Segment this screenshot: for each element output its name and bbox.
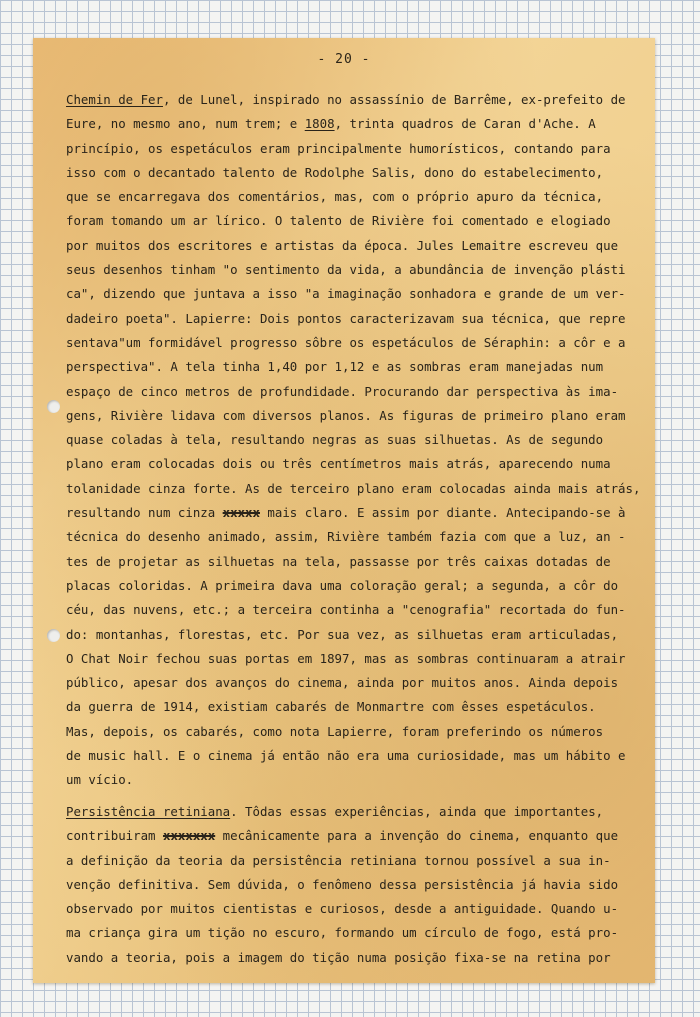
text-run: tolanidade cinza forte. As de terceiro plano eram colocadas ainda mais atrás,	[66, 480, 641, 496]
text-run: a definição da teoria da persistência retiniana tornou possível a sua in-	[66, 852, 611, 868]
text-line	[66, 307, 626, 331]
text-run: mais claro. E assim por diante. Antecipando-se à	[259, 505, 626, 521]
text-run: vando a teoria, pois a imagem do tição numa posição fixa-se na retina por	[66, 949, 611, 965]
text-line	[66, 137, 626, 161]
text-run: de music hall. E o cinema já então não era uma curiosidade, mas um hábito e	[66, 748, 626, 764]
text-run: sentava"um formidável progresso sôbre os espetáculos de Séraphin: a côr e a	[66, 334, 626, 350]
text-run: perspectiva". A tela tinha 1,40 por 1,12 e as sombras eram manejadas num	[66, 359, 604, 375]
text-line	[66, 671, 626, 695]
text-line	[66, 185, 626, 209]
text-run: contribuiram	[66, 828, 163, 844]
text-run: Mas, depois, os cabarés, como nota Lapierre, foram preferindo os números	[66, 723, 604, 739]
text-run: foram tomando um ar lírico. O talento de Rivière foi comentado e elogiado	[66, 213, 611, 229]
underlined-heading: Chemin de Fer	[66, 92, 163, 107]
text-line	[66, 161, 626, 185]
underlined-heading: Persistência retiniana	[66, 804, 231, 819]
text-run: ca", dizendo que juntava a isso "a imaginação sonhadora e grande de um ver-	[66, 286, 626, 302]
text-run: , de Lunel, inspirado no assassínio de Barrême, ex-prefeito de	[162, 92, 626, 107]
underlined-heading: 1808	[304, 116, 335, 132]
text-line	[66, 946, 626, 970]
text-run: um vício.	[66, 772, 134, 788]
text-run: quase coladas à tela, resultando negras as suas silhuetas. As de segundo	[66, 432, 604, 448]
text-run: que se encarregava dos comentários, mas, com o próprio apuro da técnica,	[66, 189, 604, 205]
text-run: placas coloridas. A primeira dava uma coloração geral; a segunda, a côr do	[66, 577, 619, 593]
text-run: do: montanhas, florestas, etc. Por sua vez, as silhuetas eram articuladas,	[66, 626, 619, 642]
text-run: isso com o decantado talento de Rodolphe Salis, dono do estabelecimento,	[66, 164, 604, 180]
punch-hole-top	[47, 400, 60, 413]
text-run: dadeiro poeta". Lapierre: Dois pontos caracterizavam sua técnica, que repre	[66, 310, 626, 326]
text-run: Eure, no mesmo ano, num trem; e	[66, 116, 305, 132]
text-line	[66, 720, 626, 744]
text-line	[66, 452, 626, 476]
text-line	[66, 234, 626, 258]
text-run: princípio, os espetáculos eram principalmente humorísticos, contando para	[66, 140, 611, 156]
paragraph-persistencia-retiniana	[66, 800, 626, 970]
punch-hole-bottom	[47, 629, 60, 642]
text-run: espaço de cinco metros de profundidade. Procurando dar perspectiva às ima-	[66, 383, 619, 399]
text-line	[66, 768, 626, 792]
text-line	[66, 849, 626, 873]
text-line	[66, 258, 626, 282]
text-run: céu, das nuvens, etc.; a terceira continha a "cenografia" recortada do fun-	[66, 602, 626, 618]
text-line	[66, 428, 626, 452]
text-line	[66, 824, 626, 848]
text-line	[66, 477, 641, 501]
text-line	[66, 355, 626, 379]
text-run: gens, Rivière lidava com diversos planos. As figuras de primeiro plano eram	[66, 407, 626, 423]
text-run: . Tôdas essas experiências, ainda que importantes,	[230, 804, 604, 819]
text-line	[66, 88, 626, 112]
text-run: técnica do desenho animado, assim, Rivière também fazia com que a luz, an -	[66, 529, 626, 545]
text-run: plano eram colocadas dois ou três centímetros mais atrás, aparecendo numa	[66, 456, 611, 472]
text-line	[66, 209, 626, 233]
text-line	[66, 550, 626, 574]
text-run: observado por muitos cientistas e curiosos, desde a antiguidade. Quando u-	[66, 901, 619, 917]
text-run: seus desenhos tinham "o sentimento da vida, a abundância de invenção plásti	[66, 262, 626, 278]
text-line	[66, 404, 626, 428]
text-line	[66, 380, 626, 404]
text-line	[66, 695, 626, 719]
text-line	[66, 647, 626, 671]
text-run: da guerra de 1914, existiam cabarés de Monmartre com êsses espetáculos.	[66, 699, 596, 715]
text-run: mecânicamente para a invenção do cinema, enquanto que	[215, 828, 619, 844]
text-line	[66, 921, 626, 945]
text-line	[66, 112, 626, 136]
text-run: resultando num cinza	[66, 505, 223, 521]
text-run: O Chat Noir fechou suas portas em 1897, mas as sombras continuaram a atrair	[66, 650, 626, 666]
text-line	[66, 501, 626, 525]
text-run: ma criança gira um tição no escuro, formando um círculo de fogo, está pro-	[66, 925, 619, 941]
text-line	[66, 331, 626, 355]
text-line	[66, 525, 626, 549]
text-line	[66, 282, 626, 306]
text-run: , trinta quadros de Caran d'Ache. A	[334, 116, 596, 132]
text-line	[66, 800, 626, 824]
struck-out-word: xxxxx	[222, 505, 260, 521]
text-line	[66, 873, 626, 897]
typewritten-page	[33, 38, 655, 983]
text-run: público, apesar dos avanços do cinema, ainda por muitos anos. Ainda depois	[66, 675, 619, 691]
struck-out-word: xxxxxxx	[162, 828, 216, 844]
text-line	[66, 598, 626, 622]
text-run: venção definitiva. Sem dúvida, o fenômeno dessa persistência já havia sido	[66, 876, 619, 892]
text-line	[66, 897, 626, 921]
text-run: tes de projetar as silhuetas na tela, passasse por três caixas dotadas de	[66, 553, 611, 569]
paragraph-chat-noir	[66, 88, 641, 793]
text-line	[66, 574, 626, 598]
text-line	[66, 623, 626, 647]
text-line	[66, 744, 626, 768]
page-number: - 20 -	[317, 52, 371, 67]
text-run: por muitos dos escritores e artistas da época. Jules Lemaitre escreveu que	[66, 237, 619, 253]
